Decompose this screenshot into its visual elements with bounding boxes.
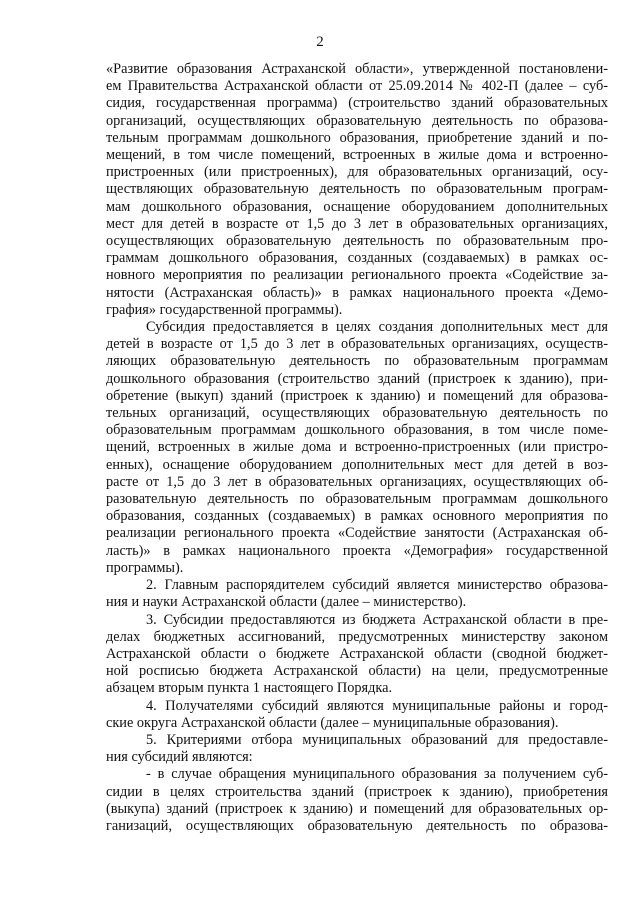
text-line: ские округа Астраханской области (далее – муниципальные образования). <box>106 714 559 731</box>
paragraph-item-2 <box>106 577 608 611</box>
text-line: ния субсидий являются: <box>106 749 253 766</box>
text-line: тельным программам дошкольного образования, приобретение зданий и по- <box>106 129 608 146</box>
text-line: - в случае обращения муниципального образования за получением суб- <box>146 766 608 783</box>
text-line: абзацем вторым пункта 1 настоящего Порядка. <box>106 680 393 697</box>
paragraph-item-4 <box>106 698 608 732</box>
text-line: реализации регионального проекта «Содействие занятости (Астраханская об- <box>106 525 608 542</box>
text-line: Астраханской области о бюджете Астраханской области (сводной бюджет- <box>106 645 608 662</box>
text-line: Субсидия предоставляется в целях создания дополнительных мест для <box>146 319 608 336</box>
paragraph-item-5 <box>106 732 608 766</box>
text-line: ния и науки Астраханской области (далее – министерство). <box>106 594 467 611</box>
paragraph-item-3 <box>106 612 608 698</box>
text-line: ной росписью бюджета Астраханской области) на цели, предусмотренные <box>106 663 608 680</box>
text-line: дошкольного образования (строительство зданий (пристроек к зданию), при- <box>106 370 608 387</box>
text-line: ществляющих образовательную деятельность по образовательным програм- <box>106 181 608 198</box>
text-line: разовательную деятельность по образовательным программам дошкольного <box>106 491 608 508</box>
page-number: 2 <box>316 34 324 50</box>
text-line: енных), оснащение оборудованием дополнительных мест для детей в воз- <box>106 456 608 473</box>
text-line: ганизаций, осуществляющих образовательную деятельность по образова- <box>106 817 608 834</box>
text-line: 5. Критериями отбора муниципальных образований для предоставле- <box>146 731 608 748</box>
text-line: осуществляющих образовательную деятельность по образовательным про- <box>106 233 608 250</box>
text-line: «Развитие образования Астраханской области», утвержденной постановлени- <box>106 61 608 77</box>
text-line: организаций, осуществляющих образовательную деятельность по образова- <box>106 112 608 129</box>
paragraph-subsidy-purpose <box>106 319 608 577</box>
text-line: расте от 1,5 до 3 лет в образовательных организациях, осуществляющих об- <box>106 473 608 490</box>
paragraph-continuation <box>106 61 608 319</box>
text-line: графия» государственной программы). <box>106 301 343 318</box>
text-line: 4. Получателями субсидий являются муниципальные районы и город- <box>146 697 608 714</box>
text-line: сидии в целях строительства зданий (пристроек к зданию), приобретения <box>106 783 608 800</box>
text-line: пристроенных (или пристроенных), для образовательных организаций, осу- <box>106 164 608 181</box>
text-line: щений, встроенных в жилые дома и встроенно-пристроенных (или пристро- <box>106 439 608 456</box>
text-line: новного мероприятия по реализации регионального проекта «Содействие за- <box>106 267 608 284</box>
text-line: 3. Субсидии предоставляются из бюджета Астраханской области в пре- <box>146 611 608 628</box>
text-line: ласть)» в рамках национального проекта «Демография» государственной <box>106 542 608 559</box>
text-line: детей в возрасте от 1,5 до 3 лет в образовательных организациях, осуществ- <box>106 336 608 353</box>
text-line: нятости (Астраханская область)» в рамках национального проекта «Демо- <box>106 284 608 301</box>
text-line: образовательным программам дошкольного образования, в том числе поме- <box>106 422 608 439</box>
text-line: мам дошкольного образования, оснащение оборудованием дополнительных <box>106 198 608 215</box>
text-line: образования, созданных (создаваемых) в рамках основного мероприятия по <box>106 508 608 525</box>
document-body <box>106 61 608 835</box>
text-line: мещений, в том числе помещений, встроенных в жилые дома и встроенно- <box>106 147 608 164</box>
text-line: граммам дошкольного образования, созданных (создаваемых) в рамках ос- <box>106 250 608 267</box>
text-line: ляющих образовательную деятельность по образовательным программам <box>106 353 608 370</box>
paragraph-criteria-dash <box>106 766 608 835</box>
text-line: делах бюджетных ассигнований, предусмотренных министерству законом <box>106 628 608 645</box>
text-line: (выкупа) зданий (пристроек к зданию) и помещений для образовательных ор- <box>106 800 608 817</box>
text-line: сидия, государственная программа) (строительство зданий образовательных <box>106 95 608 112</box>
text-line: 2. Главным распорядителем субсидий является министерство образова- <box>146 577 608 594</box>
text-line: обретение (выкуп) зданий (пристроек к зданию) и помещений для образова- <box>106 387 608 404</box>
text-line: ем Правительства Астраханской области от 25.09.2014 № 402-П (далее – суб- <box>106 78 608 95</box>
text-line: тельных организаций, осуществляющих образовательную деятельность по <box>106 405 608 422</box>
text-line: программы). <box>106 559 184 576</box>
text-line: мест для детей в возрасте от 1,5 до 3 лет в образовательных организациях, <box>106 215 608 232</box>
